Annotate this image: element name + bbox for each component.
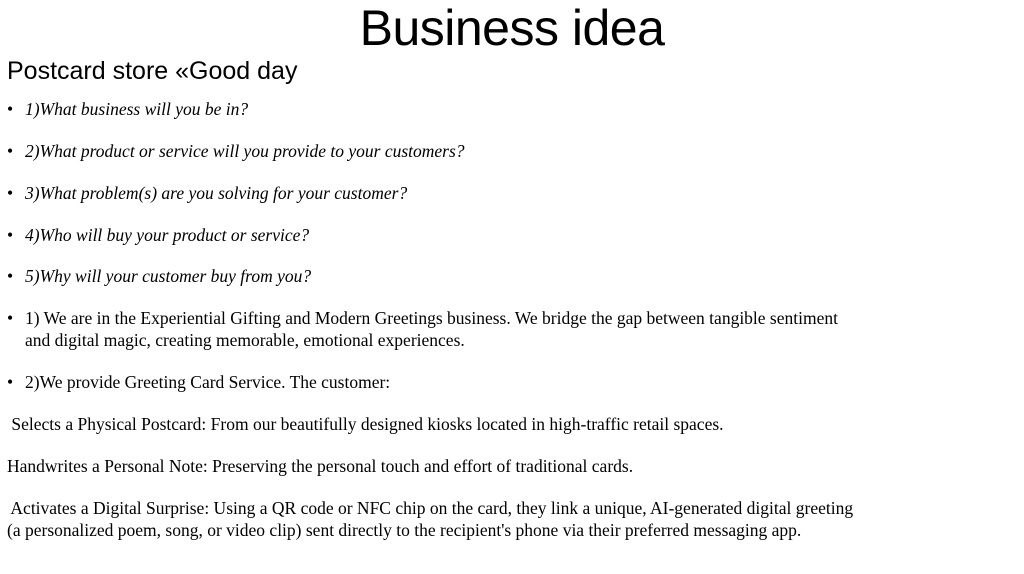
- question-2: • 2)What product or service will you provide to your customers?: [7, 141, 465, 161]
- bullet-icon: •: [7, 183, 14, 203]
- bullet-icon: •: [7, 308, 14, 328]
- answer-2: • 2)We provide Greeting Card Service. The customer:: [7, 372, 391, 392]
- bullet-icon: •: [7, 266, 14, 286]
- answer-1: • 1) We are in the Experiential Gifting and Modern Greetings business. We bridge the gap between tangible sentiment: [7, 308, 838, 328]
- bullet-icon: •: [7, 225, 14, 245]
- bullet-icon: •: [7, 372, 14, 392]
- slide-subtitle: Postcard store «Good day: [7, 57, 298, 85]
- step-digital-surprise-continued: (a personalized poem, song, or video clip) sent directly to the recipient's phone via their preferred messaging app.: [7, 520, 802, 540]
- bullet-icon: •: [7, 99, 14, 119]
- step-digital-surprise: Activates a Digital Surprise: Using a QR code or NFC chip on the card, they link a unique, AI-generated digital greeting: [7, 498, 854, 518]
- step-handwrite-note: Handwrites a Personal Note: Preserving the personal touch and effort of traditional cards.: [7, 456, 634, 476]
- question-3: • 3)What problem(s) are you solving for your customer?: [7, 183, 408, 203]
- answer-1-continued: and digital magic, creating memorable, emotional experiences.: [25, 330, 465, 350]
- question-4: • 4)Who will buy your product or service?: [7, 225, 310, 245]
- question-5: • 5)Why will your customer buy from you?: [7, 266, 312, 286]
- question-1: • 1)What business will you be in?: [7, 99, 249, 119]
- step-select-postcard: Selects a Physical Postcard: From our beautifully designed kiosks located in high-traffic retail spaces.: [7, 414, 724, 434]
- slide-title: Business idea: [359, 0, 665, 56]
- bullet-icon: •: [7, 141, 14, 161]
